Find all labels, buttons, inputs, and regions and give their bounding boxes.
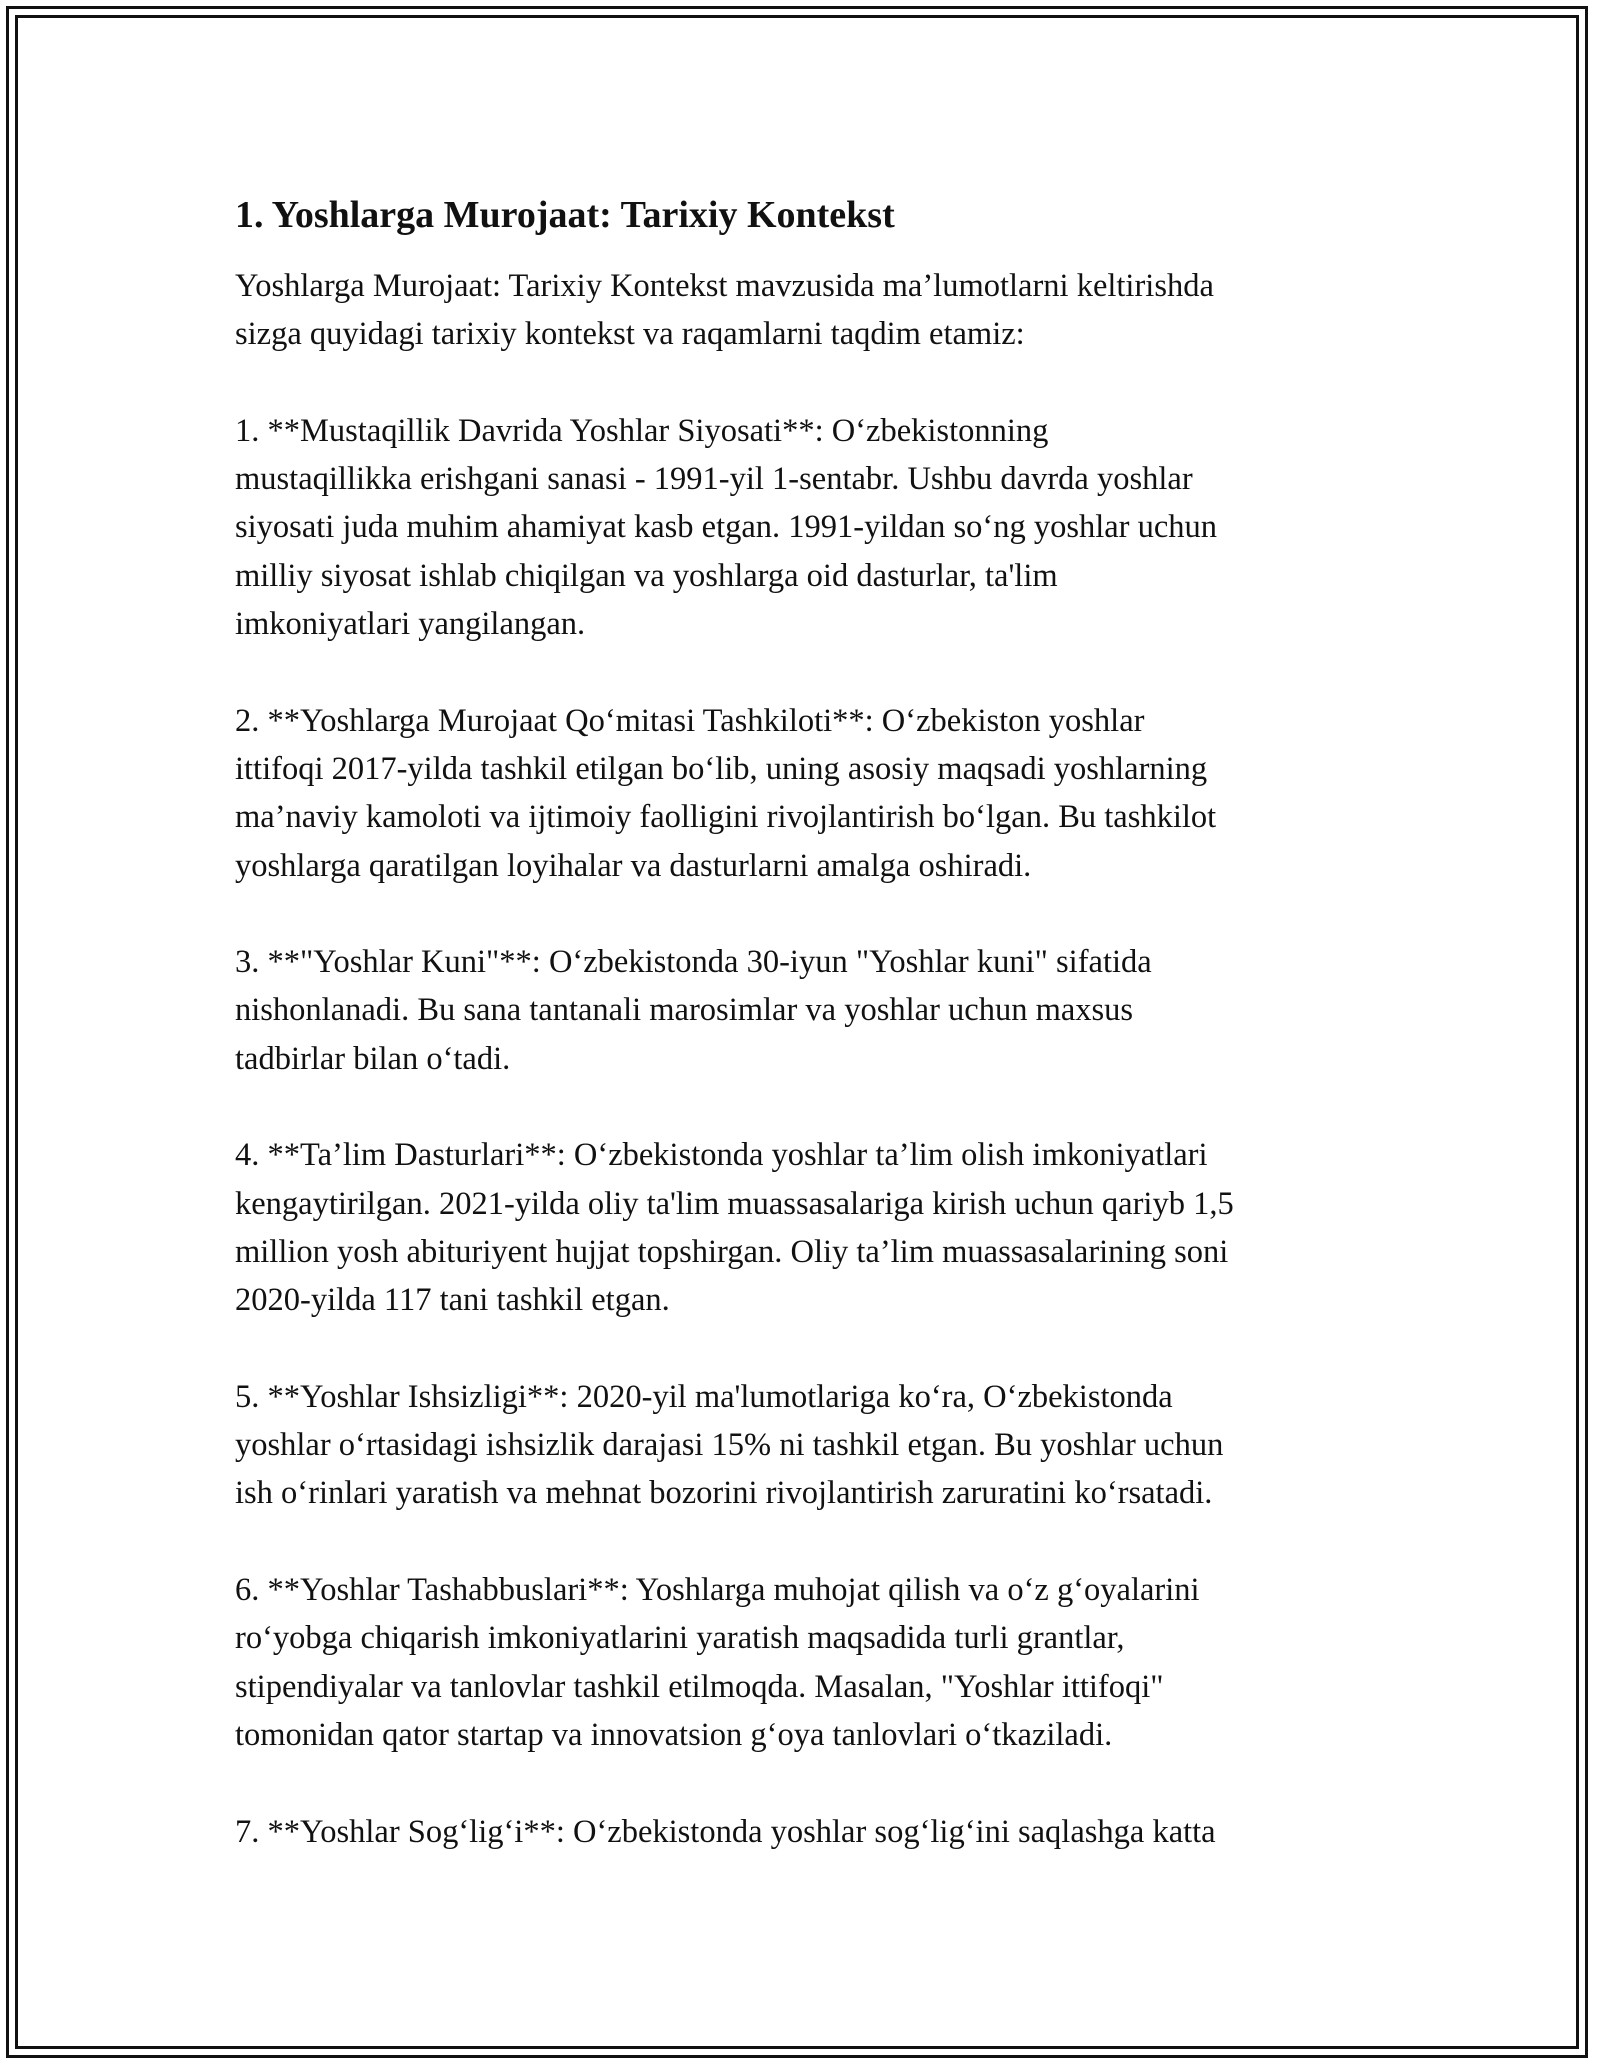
text-line: imkoniyatlari yangilangan. <box>235 606 586 643</box>
text-line: 7. **Yoshlar Sog‘lig‘i**: O‘zbekistonda yoshlar sog‘lig‘ini saqlashga katta <box>235 1813 1216 1850</box>
list-item-6 <box>235 1566 1365 1759</box>
text-line: 5. **Yoshlar Ishsizligi**: 2020-yil ma'lumotlariga ko‘ra, O‘zbekistonda <box>235 1378 1173 1415</box>
intro-paragraph <box>235 262 1365 359</box>
text-line: ro‘yobga chiqarish imkoniyatlarini yaratish maqsadida turli grantlar, <box>235 1620 1125 1657</box>
text-line: siyosati juda muhim ahamiyat kasb etgan. 1991-yildan so‘ng yoshlar uchun <box>235 509 1218 546</box>
text-line: milliy siyosat ishlab chiqilgan va yoshlarga oid dasturlar, ta'lim <box>235 557 1058 594</box>
text-line: Yoshlarga Murojaat: Tarixiy Kontekst mavzusida ma’lumotlarni keltirishda <box>235 268 1214 304</box>
text-line: ish o‘rinlari yaratish va mehnat bozorini rivojlantirish zaruratini ko‘rsatadi. <box>235 1475 1213 1512</box>
list-item-7 <box>235 1808 1365 1856</box>
text-line: yoshlarga qaratilgan loyihalar va dasturlarni amalga oshiradi. <box>235 847 1032 884</box>
text-line: tomonidan qator startap va innovatsion g‘oya tanlovlari o‘tkaziladi. <box>235 1716 1113 1753</box>
text-line: 1. **Mustaqillik Davrida Yoshlar Siyosati**: O‘zbekistonning <box>235 412 1049 449</box>
text-line: yoshlar o‘rtasidagi ishsizlik darajasi 15% ni tashkil etgan. Bu yoshlar uchun <box>235 1427 1224 1464</box>
list-item-3 <box>235 938 1365 1083</box>
list-item-5 <box>235 1373 1365 1518</box>
list-item-2 <box>235 697 1365 890</box>
text-line: tadbirlar bilan o‘tadi. <box>235 1040 511 1077</box>
text-line: 2. **Yoshlarga Murojaat Qo‘mitasi Tashkiloti**: O‘zbekiston yoshlar <box>235 702 1145 739</box>
list-item-1 <box>235 407 1365 648</box>
text-line: million yosh abituriyent hujjat topshirgan. Oliy ta’lim muassasalarining soni <box>235 1233 1229 1270</box>
document-body <box>235 188 1365 1856</box>
document-title: 1. Yoshlarga Murojaat: Tarixiy Kontekst <box>235 194 895 236</box>
text-line: 4. **Ta’lim Dasturlari**: O‘zbekistonda yoshlar ta’lim olish imkoniyatlari <box>235 1137 1208 1174</box>
text-line: 6. **Yoshlar Tashabbuslari**: Yoshlarga muhojat qilish va o‘z g‘oyalarini <box>235 1572 1200 1609</box>
text-line: mustaqillikka erishgani sanasi - 1991-yil 1-sentabr. Ushbu davrda yoshlar <box>235 461 1193 498</box>
text-line: kengaytirilgan. 2021-yilda oliy ta'lim muassasalariga kirish uchun qariyb 1,5 <box>235 1185 1234 1222</box>
text-line: stipendiyalar va tanlovlar tashkil etilmoqda. Masalan, "Yoshlar ittifoqi" <box>235 1668 1164 1705</box>
list-item-4 <box>235 1131 1365 1324</box>
text-line: sizga quyidagi tarixiy kontekst va raqamlarni taqdim etamiz: <box>235 316 1025 353</box>
text-line: 2020-yilda 117 tani tashkil etgan. <box>235 1282 670 1319</box>
text-line: 3. **"Yoshlar Kuni"**: O‘zbekistonda 30-iyun "Yoshlar kuni" sifatida <box>235 944 1152 981</box>
text-line: ma’naviy kamoloti va ijtimoiy faolligini rivojlantirish bo‘lgan. Bu tashkilot <box>235 799 1217 836</box>
text-line: nishonlanadi. Bu sana tantanali marosimlar va yoshlar uchun maxsus <box>235 992 1134 1029</box>
text-line: ittifoqi 2017-yilda tashkil etilgan bo‘lib, uning asosiy maqsadi yoshlarning <box>235 750 1208 787</box>
